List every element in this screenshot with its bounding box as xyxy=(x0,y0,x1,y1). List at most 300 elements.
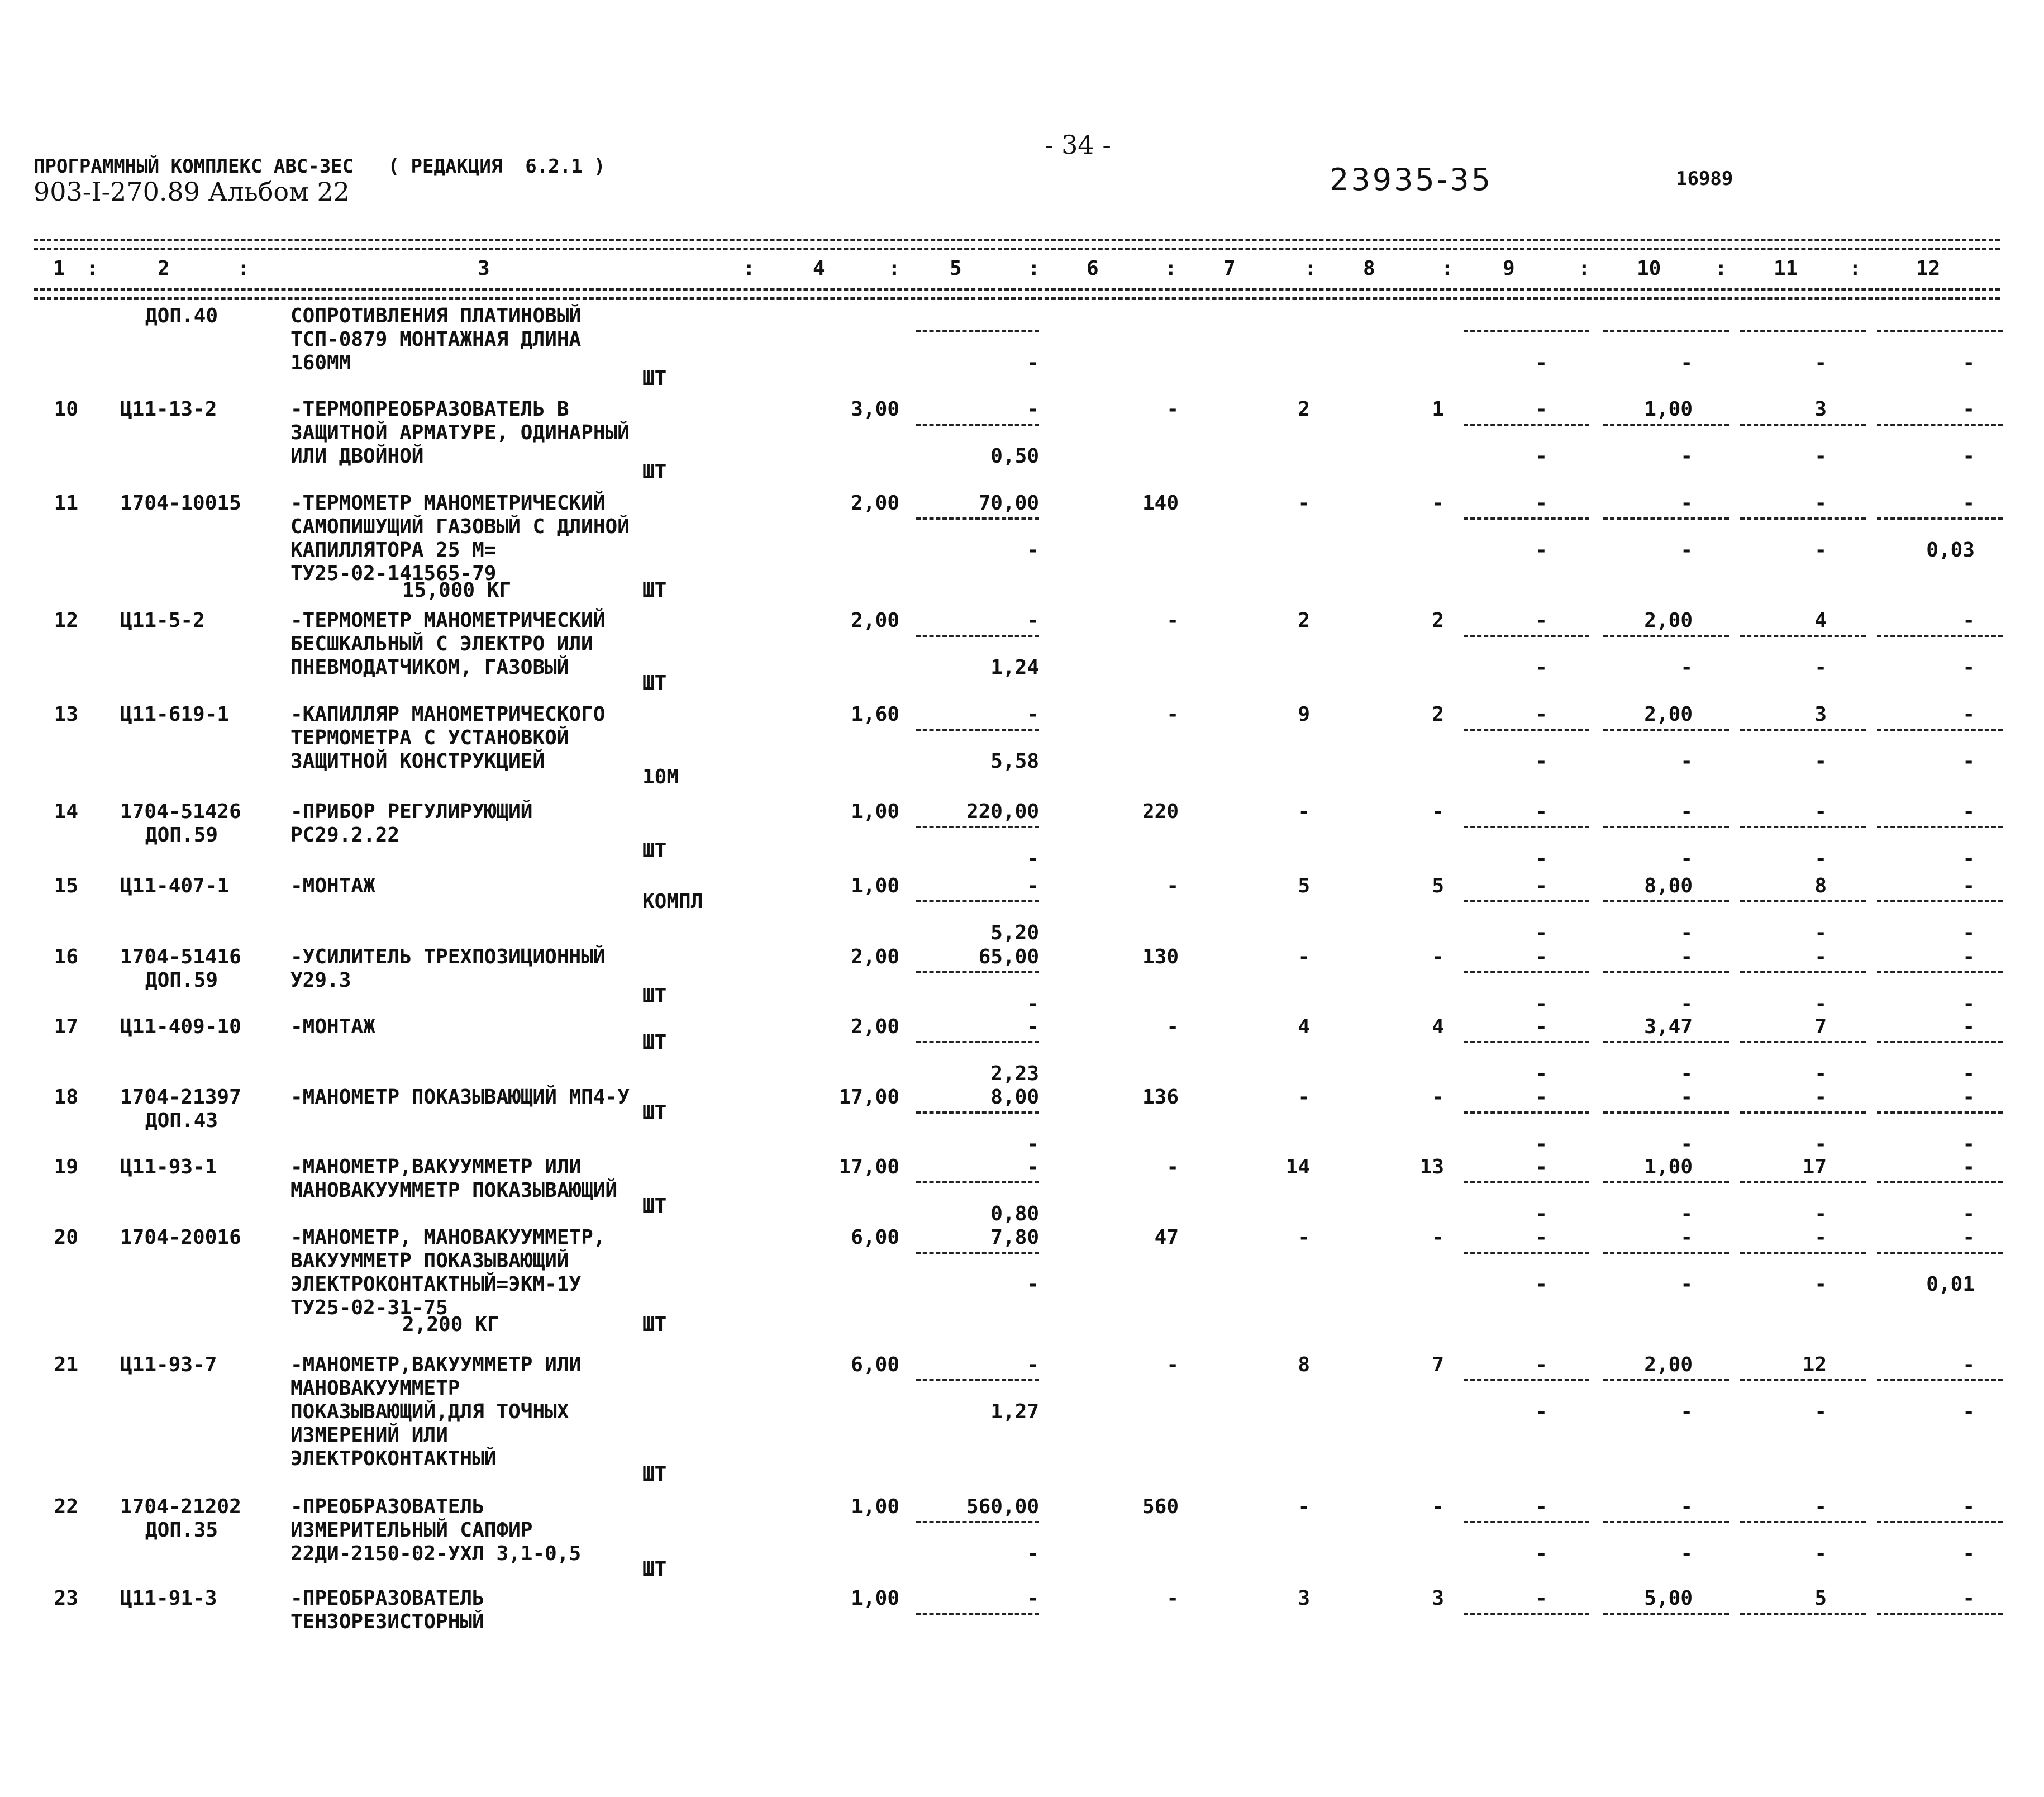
col11-upper: - xyxy=(1814,1086,1827,1109)
description-line: 160ММ xyxy=(290,351,351,374)
description-line: -ТЕРМОМЕТР МАНОМЕТРИЧЕСКИЙ xyxy=(290,492,606,515)
description-line: ИЛИ ДВОЙНОЙ xyxy=(290,445,424,468)
col9-upper: - xyxy=(1535,1156,1547,1178)
unit-label: ШТ xyxy=(642,1101,667,1124)
unit-label: ШТ xyxy=(642,460,667,483)
divider-col12 xyxy=(1877,330,2003,332)
unit-cost-lower: 5,20 xyxy=(990,921,1039,944)
col10-upper: - xyxy=(1680,1495,1693,1518)
total-cost-value: - xyxy=(1166,703,1179,726)
divider-col10 xyxy=(1603,424,1729,426)
description-line: 22ДИ-2150-02-УХЛ 3,1-0,5 xyxy=(290,1542,582,1565)
divider-col9 xyxy=(1464,330,1589,332)
description-line: МАНОВАКУУММЕТР xyxy=(290,1377,460,1400)
col10-upper: 1,00 xyxy=(1644,1156,1693,1178)
col11-upper: 7 xyxy=(1814,1015,1827,1038)
divider-col9 xyxy=(1464,729,1589,731)
description-line: БЕСШКАЛЬНЫЙ С ЭЛЕКТРО ИЛИ xyxy=(290,633,593,655)
unit-label: ШТ xyxy=(642,985,667,1007)
resource-code: 1704-21202 xyxy=(120,1495,241,1518)
col10-lower: - xyxy=(1680,847,1693,870)
unit-cost-lower: 2,23 xyxy=(990,1062,1039,1085)
divider-col10 xyxy=(1603,1613,1729,1615)
col7-value: - xyxy=(1298,800,1310,823)
divider-col12 xyxy=(1877,1111,2003,1114)
divider-col9 xyxy=(1464,517,1589,520)
divider-col10 xyxy=(1603,729,1729,731)
divider-col9 xyxy=(1464,826,1589,828)
divider-col11 xyxy=(1740,1521,1866,1523)
resource-code: Ц11-93-7 xyxy=(120,1353,217,1376)
quantity-value: 1,00 xyxy=(851,1495,899,1518)
divider-col9 xyxy=(1464,1613,1589,1615)
resource-code: Ц11-407-1 xyxy=(120,874,230,897)
col11-upper: 3 xyxy=(1814,703,1827,726)
unit-label: ШТ xyxy=(642,1195,667,1218)
description-line: -МАНОМЕТР, МАНОВАКУУММЕТР, xyxy=(290,1226,606,1249)
resource-code: Ц11-13-2 xyxy=(120,398,217,421)
column-separator: : xyxy=(1165,257,1177,280)
col12-lower: - xyxy=(1962,921,1975,944)
total-cost-value: - xyxy=(1166,1015,1179,1038)
col9-upper: - xyxy=(1535,1353,1547,1376)
description-line: -ПРИБОР РЕГУЛИРУЮЩИЙ xyxy=(290,800,533,823)
description-line: КАПИЛЛЯТОРА 25 М= xyxy=(290,539,497,562)
col11-lower: - xyxy=(1814,656,1827,679)
unit-label: ШТ xyxy=(642,1313,667,1336)
column-header-7: 7 xyxy=(1223,257,1236,280)
col9-upper: - xyxy=(1535,1226,1547,1249)
divider-col9 xyxy=(1464,635,1589,637)
header-rule-top xyxy=(34,239,2000,241)
col9-upper: - xyxy=(1535,609,1547,632)
col12-lower: - xyxy=(1962,1133,1975,1156)
col8-value: - xyxy=(1432,1495,1444,1518)
album-title: 903-I-270.89 Альбом 22 xyxy=(34,177,350,207)
column-header-12: 12 xyxy=(1916,257,1941,280)
total-cost-value: 560 xyxy=(1142,1495,1179,1518)
resource-code-extra: ДОП.59 xyxy=(145,969,218,992)
col7-value: - xyxy=(1298,1226,1310,1249)
col12-upper: - xyxy=(1962,945,1975,968)
unit-cost-value: - xyxy=(1027,1353,1039,1376)
divider-col10 xyxy=(1603,330,1729,332)
divider-col9 xyxy=(1464,424,1589,426)
col9-upper: - xyxy=(1535,492,1547,515)
col9-upper: - xyxy=(1535,945,1547,968)
header-rule-bottom xyxy=(34,288,2000,291)
description-line: -ТЕРМОПРЕОБРАЗОВАТЕЛЬ В xyxy=(290,398,569,421)
resource-code: Ц11-93-1 xyxy=(120,1156,217,1178)
quantity-value: 2,00 xyxy=(851,492,899,515)
column-header-8: 8 xyxy=(1363,257,1375,280)
column-header-3: 3 xyxy=(478,257,490,280)
col8-value: - xyxy=(1432,1226,1444,1249)
divider-5 xyxy=(916,900,1039,902)
col12-upper: - xyxy=(1962,1226,1975,1249)
divider-5 xyxy=(916,1111,1039,1114)
unit-label: ШТ xyxy=(642,579,667,602)
col10-lower: - xyxy=(1680,1133,1693,1156)
divider-5 xyxy=(916,1041,1039,1043)
description-line: -ПРЕОБРАЗОВАТЕЛЬ xyxy=(290,1587,484,1610)
col12-upper: - xyxy=(1962,874,1975,897)
col8-value: 1 xyxy=(1432,398,1444,421)
unit-cost-lower: 1,24 xyxy=(990,656,1039,679)
quantity-value: 1,00 xyxy=(851,874,899,897)
col9-lower: - xyxy=(1535,847,1547,870)
divider-col12 xyxy=(1877,1613,2003,1615)
page-number: - 34 - xyxy=(1045,130,1111,160)
col11-lower: - xyxy=(1814,1202,1827,1225)
description-line: ВАКУУММЕТР ПОКАЗЫВАЮЩИЙ xyxy=(290,1249,569,1272)
col7-value: - xyxy=(1298,1086,1310,1109)
col11-upper: - xyxy=(1814,1495,1827,1518)
col9-lower: - xyxy=(1535,992,1547,1015)
unit-cost-lower: - xyxy=(1027,1273,1039,1296)
unit-cost-lower: - xyxy=(1027,992,1039,1015)
column-header-1: 1 xyxy=(53,257,65,280)
col9-upper: - xyxy=(1535,1086,1547,1109)
description-line: ИЗМЕРИТЕЛЬНЫЙ САПФИР xyxy=(290,1519,533,1542)
divider-5 xyxy=(916,424,1039,426)
unit-cost-lower: - xyxy=(1027,847,1039,870)
description-line: -УСИЛИТЕЛЬ ТРЕХПОЗИЦИОННЫЙ xyxy=(290,945,606,968)
col9-lower: - xyxy=(1535,539,1547,562)
quantity-value: 2,00 xyxy=(851,609,899,632)
resource-code-extra: ДОП.35 xyxy=(145,1519,218,1542)
column-header-4: 4 xyxy=(813,257,825,280)
description-line: -МАНОМЕТР,ВАКУУММЕТР ИЛИ xyxy=(290,1156,582,1178)
unit-cost-lower: 1,27 xyxy=(990,1400,1039,1423)
description-line: ЭЛЕКТРОКОНТАКТНЫЙ xyxy=(290,1447,497,1470)
column-header-2: 2 xyxy=(158,257,170,280)
divider-col12 xyxy=(1877,1252,2003,1254)
description-line: -МАНОМЕТР,ВАКУУММЕТР ИЛИ xyxy=(290,1353,582,1376)
description-line: -ТЕРМОМЕТР МАНОМЕТРИЧЕСКИЙ xyxy=(290,609,606,632)
divider-col11 xyxy=(1740,1379,1866,1381)
col12-lower: 0,03 xyxy=(1926,539,1975,562)
divider-col10 xyxy=(1603,1041,1729,1043)
resource-code: Ц11-91-3 xyxy=(120,1587,217,1610)
col9-upper: - xyxy=(1535,398,1547,421)
col7-value: 14 xyxy=(1285,1156,1310,1178)
col9-lower: - xyxy=(1535,351,1547,374)
col11-lower: - xyxy=(1814,351,1827,374)
row-number: 12 xyxy=(54,609,78,632)
total-cost-value: 130 xyxy=(1142,945,1179,968)
unit-cost-value: - xyxy=(1027,1156,1039,1178)
row-number: 20 xyxy=(54,1226,78,1249)
column-separator: : xyxy=(1578,257,1590,280)
col9-upper: - xyxy=(1535,1495,1547,1518)
col12-lower: - xyxy=(1962,750,1975,773)
divider-5 xyxy=(916,826,1039,828)
resource-code-extra: ДОП.59 xyxy=(145,824,218,847)
col12-upper: - xyxy=(1962,609,1975,632)
divider-5 xyxy=(916,971,1039,973)
total-cost-value: - xyxy=(1166,1587,1179,1610)
row-number: 21 xyxy=(54,1353,78,1376)
col11-lower: - xyxy=(1814,921,1827,944)
row-number: 16 xyxy=(54,945,78,968)
resource-code: Ц11-409-10 xyxy=(120,1015,241,1038)
col12-lower: 0,01 xyxy=(1926,1273,1975,1296)
unit-label: ШТ xyxy=(642,1031,667,1054)
col9-lower: - xyxy=(1535,1542,1547,1565)
unit-cost-value: - xyxy=(1027,609,1039,632)
divider-col9 xyxy=(1464,1521,1589,1523)
col12-lower: - xyxy=(1962,992,1975,1015)
unit-cost-value: 560,00 xyxy=(966,1495,1039,1518)
col12-lower: - xyxy=(1962,351,1975,374)
divider-col12 xyxy=(1877,1521,2003,1523)
description-line: -МОНТАЖ xyxy=(290,1015,375,1038)
col12-upper: - xyxy=(1962,492,1975,515)
row-number: 11 xyxy=(54,492,78,515)
divider-col10 xyxy=(1603,1111,1729,1114)
col10-upper: - xyxy=(1680,492,1693,515)
col10-upper: 5,00 xyxy=(1644,1587,1693,1610)
column-header-6: 6 xyxy=(1087,257,1099,280)
resource-code: 1704-51426 xyxy=(120,800,241,823)
column-separator: : xyxy=(87,257,99,280)
col11-lower: - xyxy=(1814,847,1827,870)
column-separator: : xyxy=(888,257,900,280)
col10-lower: - xyxy=(1680,1202,1693,1225)
col12-upper: - xyxy=(1962,703,1975,726)
col12-lower: - xyxy=(1962,445,1975,468)
unit-label: КОМПЛ xyxy=(642,890,703,913)
col7-value: 2 xyxy=(1298,609,1310,632)
col7-value: 3 xyxy=(1298,1587,1310,1610)
col12-lower: - xyxy=(1962,656,1975,679)
col10-upper: - xyxy=(1680,800,1693,823)
divider-5 xyxy=(916,1613,1039,1615)
program-header: ПРОГРАММНЫЙ КОМПЛЕКС АВС-ЗЕС ( РЕДАКЦИЯ 6.2.1 ) xyxy=(34,155,606,178)
unit-cost-lower: - xyxy=(1027,1133,1039,1156)
col11-upper: 17 xyxy=(1802,1156,1827,1178)
row-number: 22 xyxy=(54,1495,78,1518)
quantity-value: 3,00 xyxy=(851,398,899,421)
divider-col11 xyxy=(1740,424,1866,426)
column-separator: : xyxy=(1028,257,1040,280)
unit-cost-lower: 0,80 xyxy=(990,1202,1039,1225)
col11-lower: - xyxy=(1814,539,1827,562)
divider-col9 xyxy=(1464,900,1589,902)
col10-lower: - xyxy=(1680,1400,1693,1423)
col9-lower: - xyxy=(1535,750,1547,773)
resource-code: 1704-51416 xyxy=(120,945,241,968)
total-cost-value: 140 xyxy=(1142,492,1179,515)
description-line: -КАПИЛЛЯР МАНОМЕТРИЧЕСКОГО xyxy=(290,703,606,726)
divider-col12 xyxy=(1877,517,2003,520)
col12-lower: - xyxy=(1962,847,1975,870)
col10-lower: - xyxy=(1680,539,1693,562)
unit-cost-value: - xyxy=(1027,398,1039,421)
weight-value: 15,000 КГ xyxy=(402,579,512,602)
col9-lower: - xyxy=(1535,921,1547,944)
description-line: САМОПИШУЩИЙ ГАЗОВЫЙ С ДЛИНОЙ xyxy=(290,515,630,538)
col7-value: - xyxy=(1298,1495,1310,1518)
col11-upper: 12 xyxy=(1802,1353,1827,1376)
divider-col11 xyxy=(1740,1041,1866,1043)
col9-upper: - xyxy=(1535,874,1547,897)
description-line: -МАНОМЕТР ПОКАЗЫВАЮЩИЙ МП4-У xyxy=(290,1086,630,1109)
col10-lower: - xyxy=(1680,1273,1693,1296)
divider-col10 xyxy=(1603,1181,1729,1183)
quantity-value: 17,00 xyxy=(838,1156,899,1178)
divider-col11 xyxy=(1740,971,1866,973)
doc-code: 23935-35 xyxy=(1330,162,1493,197)
col10-upper: 2,00 xyxy=(1644,703,1693,726)
quantity-value: 1,00 xyxy=(851,1587,899,1610)
col11-upper: - xyxy=(1814,800,1827,823)
description-line: ЭЛЕКТРОКОНТАКТНЫЙ=ЭКМ-1У xyxy=(290,1273,582,1296)
col9-lower: - xyxy=(1535,1400,1547,1423)
total-cost-value: 47 xyxy=(1154,1226,1179,1249)
total-cost-value: 136 xyxy=(1142,1086,1179,1109)
divider-col11 xyxy=(1740,517,1866,520)
unit-cost-value: 220,00 xyxy=(966,800,1039,823)
description-line: ТСП-0879 МОНТАЖНАЯ ДЛИНА xyxy=(290,328,582,351)
divider-5 xyxy=(916,1252,1039,1254)
description-line: ПНЕВМОДАТЧИКОМ, ГАЗОВЫЙ xyxy=(290,656,569,679)
column-header-5: 5 xyxy=(950,257,962,280)
divider-col12 xyxy=(1877,971,2003,973)
col7-value: 5 xyxy=(1298,874,1310,897)
col12-lower: - xyxy=(1962,1542,1975,1565)
divider-5 xyxy=(916,330,1039,332)
divider-col11 xyxy=(1740,729,1866,731)
col11-upper: - xyxy=(1814,945,1827,968)
row-number: 15 xyxy=(54,874,78,897)
divider-col12 xyxy=(1877,826,2003,828)
col8-value: - xyxy=(1432,492,1444,515)
col11-lower: - xyxy=(1814,1273,1827,1296)
col10-upper: 2,00 xyxy=(1644,1353,1693,1376)
col12-lower: - xyxy=(1962,1202,1975,1225)
row-number: 10 xyxy=(54,398,78,421)
col12-lower: - xyxy=(1962,1400,1975,1423)
col11-upper: 5 xyxy=(1814,1587,1827,1610)
unit-cost-lower: - xyxy=(1027,539,1039,562)
description-line: -ПРЕОБРАЗОВАТЕЛЬ xyxy=(290,1495,484,1518)
col11-lower: - xyxy=(1814,1133,1827,1156)
description-line: ТЕНЗОРЕЗИСТОРНЫЙ xyxy=(290,1610,484,1633)
divider-col10 xyxy=(1603,900,1729,902)
row-number: 23 xyxy=(54,1587,78,1610)
description-line: У29.3 xyxy=(290,969,351,992)
quantity-value: 17,00 xyxy=(838,1086,899,1109)
col9-lower: - xyxy=(1535,1062,1547,1085)
divider-col10 xyxy=(1603,635,1729,637)
divider-col12 xyxy=(1877,1379,2003,1381)
column-separator: : xyxy=(743,257,755,280)
col10-lower: - xyxy=(1680,921,1693,944)
description-line: ЗАЩИТНОЙ АРМАТУРЕ, ОДИНАРНЫЙ xyxy=(290,421,630,444)
description-line: СОПРОТИВЛЕНИЯ ПЛАТИНОВЫЙ xyxy=(290,305,582,327)
col12-upper: - xyxy=(1962,1353,1975,1376)
col8-value: 5 xyxy=(1432,874,1444,897)
divider-col12 xyxy=(1877,729,2003,731)
column-separator: : xyxy=(237,257,250,280)
col10-lower: - xyxy=(1680,656,1693,679)
divider-col10 xyxy=(1603,1521,1729,1523)
divider-col9 xyxy=(1464,1111,1589,1114)
divider-col10 xyxy=(1603,1379,1729,1381)
divider-5 xyxy=(916,517,1039,520)
col11-upper: - xyxy=(1814,1226,1827,1249)
col12-upper: - xyxy=(1962,1156,1975,1178)
col10-lower: - xyxy=(1680,1062,1693,1085)
col7-value: 2 xyxy=(1298,398,1310,421)
description-line: ТУ25-02-31-75 xyxy=(290,1296,448,1319)
divider-5 xyxy=(916,729,1039,731)
col7-value: 9 xyxy=(1298,703,1310,726)
column-separator: : xyxy=(1441,257,1454,280)
unit-label: ШТ xyxy=(642,367,667,390)
divider-5 xyxy=(916,1379,1039,1381)
quantity-value: 1,00 xyxy=(851,800,899,823)
divider-col12 xyxy=(1877,635,2003,637)
total-cost-value: - xyxy=(1166,609,1179,632)
col9-lower: - xyxy=(1535,1273,1547,1296)
unit-label: ШТ xyxy=(642,839,667,862)
unit-label: ШТ xyxy=(642,1558,667,1581)
divider-col11 xyxy=(1740,1111,1866,1114)
unit-cost-value: 7,80 xyxy=(990,1226,1039,1249)
total-cost-value: - xyxy=(1166,398,1179,421)
row-number: 13 xyxy=(54,703,78,726)
divider-col12 xyxy=(1877,1041,2003,1043)
total-cost-value: 220 xyxy=(1142,800,1179,823)
col9-lower: - xyxy=(1535,1202,1547,1225)
col12-upper: - xyxy=(1962,1495,1975,1518)
col11-upper: 3 xyxy=(1814,398,1827,421)
divider-col9 xyxy=(1464,1041,1589,1043)
col11-lower: - xyxy=(1814,445,1827,468)
resource-code: 1704-20016 xyxy=(120,1226,241,1249)
col12-upper: - xyxy=(1962,800,1975,823)
unit-cost-lower: 0,50 xyxy=(990,445,1039,468)
column-separator: : xyxy=(1715,257,1727,280)
col12-upper: - xyxy=(1962,1015,1975,1038)
divider-col9 xyxy=(1464,1379,1589,1381)
col8-value: - xyxy=(1432,945,1444,968)
unit-label: 10М xyxy=(642,766,679,788)
unit-cost-value: - xyxy=(1027,874,1039,897)
divider-5 xyxy=(916,1521,1039,1523)
unit-cost-lower: 5,58 xyxy=(990,750,1039,773)
column-separator: : xyxy=(1849,257,1861,280)
col11-lower: - xyxy=(1814,1542,1827,1565)
divider-col10 xyxy=(1603,517,1729,520)
col10-lower: - xyxy=(1680,351,1693,374)
total-cost-value: - xyxy=(1166,874,1179,897)
divider-col12 xyxy=(1877,900,2003,902)
col9-lower: - xyxy=(1535,656,1547,679)
unit-cost-value: 65,00 xyxy=(978,945,1039,968)
unit-cost-lower: - xyxy=(1027,1542,1039,1565)
divider-col12 xyxy=(1877,1181,2003,1183)
col10-lower: - xyxy=(1680,1542,1693,1565)
col12-lower: - xyxy=(1962,1062,1975,1085)
quantity-value: 6,00 xyxy=(851,1353,899,1376)
col9-upper: - xyxy=(1535,1015,1547,1038)
divider-col10 xyxy=(1603,1252,1729,1254)
divider-col11 xyxy=(1740,635,1866,637)
